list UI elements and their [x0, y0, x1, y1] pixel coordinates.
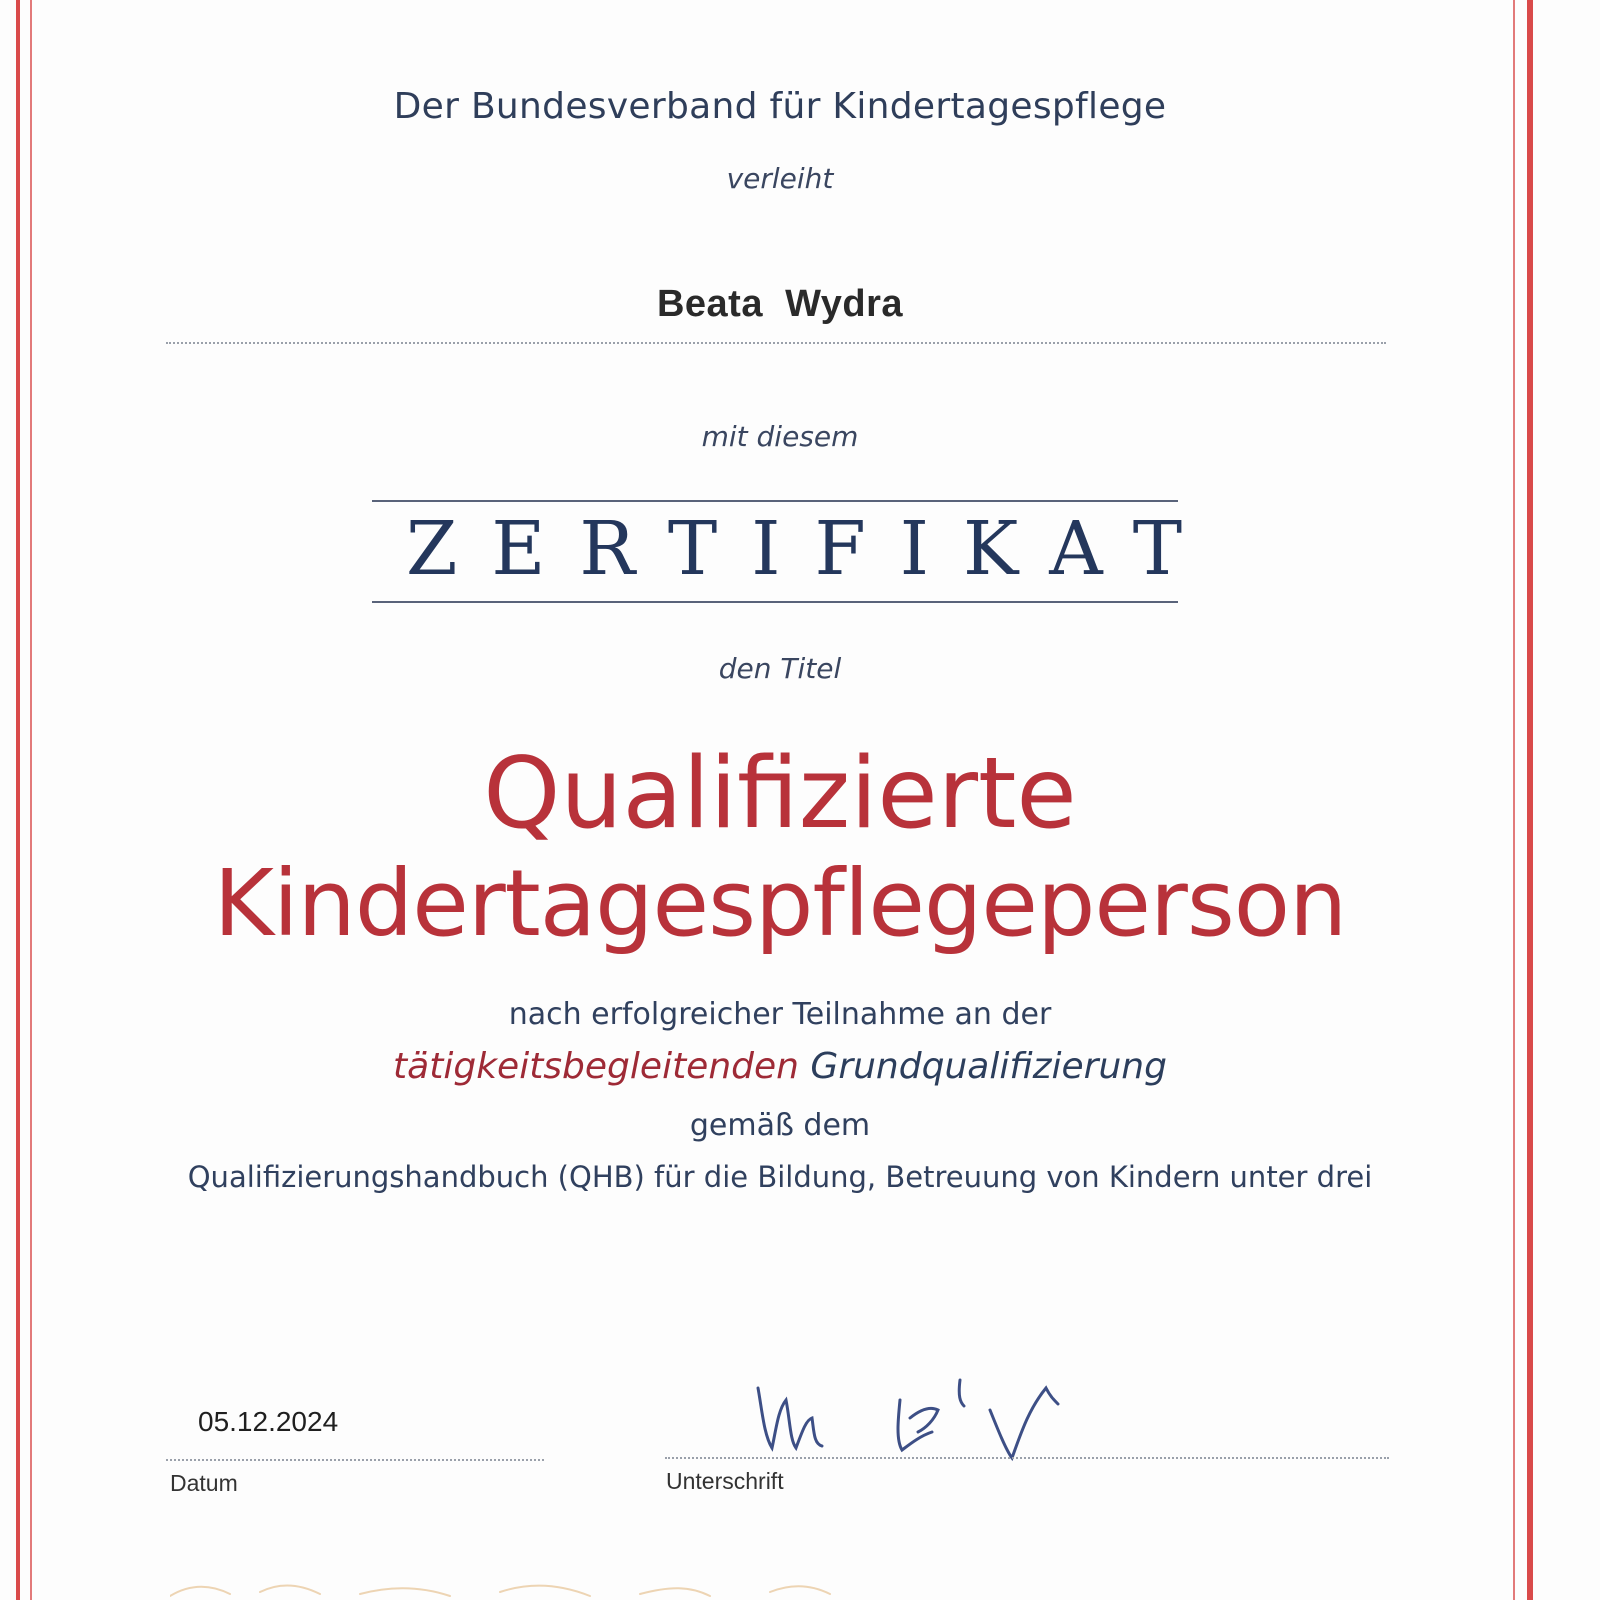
date-dotted-line [166, 1459, 544, 1461]
signature-label: Unterschrift [666, 1468, 784, 1494]
name-dotted-line [166, 342, 1386, 344]
certificate-heading: ZERTIFIKAT [406, 506, 1217, 592]
phrase-with-text: mit diesem [701, 420, 859, 453]
issuer-heading: Der Bundesverband für Kindertagespflege [393, 86, 1167, 127]
handbook-text: Qualifizierungshandbuch (QHB) für die Bildung, Betreuung von Kindern unter drei [187, 1160, 1373, 1194]
date-label: Datum [170, 1470, 238, 1496]
title-line-2: Kindertagespflegeperson [213, 850, 1347, 957]
faint-handwriting-bleed [170, 1578, 930, 1600]
date-value: 05.12.2024 [198, 1406, 339, 1437]
program-name [0, 1046, 1560, 1087]
certificate-rule-bottom [372, 601, 1178, 603]
participation-text: nach erfolgreicher Teilnahme an der [508, 997, 1052, 1032]
according-text: gemäß dem [689, 1108, 871, 1143]
certificate-rule-top [372, 500, 1178, 502]
recipient-name: Beata Wydra [656, 283, 904, 325]
phrase-title-text: den Titel [718, 652, 842, 685]
signature-dotted-line [665, 1457, 1389, 1459]
handwritten-signature [750, 1340, 1110, 1470]
verb-text: verleiht [726, 162, 834, 195]
program-part-2: Grundqualifizierung [810, 1046, 1167, 1087]
program-part-1: tätigkeitsbegleitenden [393, 1046, 799, 1087]
title-line-1: Qualifizierte [483, 737, 1077, 851]
